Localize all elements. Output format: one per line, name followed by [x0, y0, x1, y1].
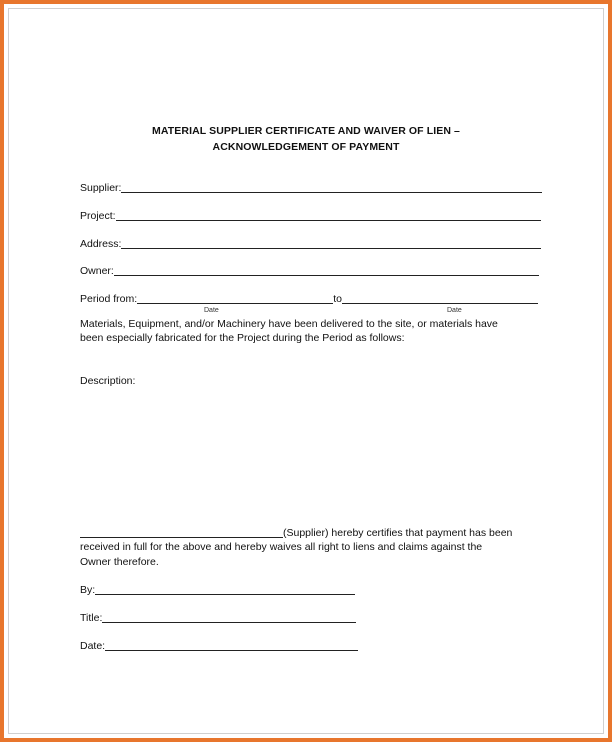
period-to-line[interactable] — [342, 292, 538, 304]
by-field[interactable] — [80, 583, 355, 596]
date-field[interactable] — [80, 639, 358, 652]
owner-line[interactable] — [114, 264, 539, 276]
title-label: Title: — [80, 612, 103, 624]
project-field[interactable] — [80, 209, 541, 222]
document-page — [8, 8, 604, 734]
title-line[interactable] — [102, 611, 356, 623]
period-to-label: to — [333, 293, 342, 305]
date-label: Date: — [80, 640, 106, 652]
by-line[interactable] — [95, 583, 355, 595]
materials-line-1: Materials, Equipment, and/or Machinery have been delivered to the site, or materials have — [80, 318, 498, 330]
owner-label: Owner: — [80, 265, 114, 277]
document-subtitle: ACKNOWLEDGEMENT OF PAYMENT — [212, 141, 400, 153]
supplier-label: Supplier: — [80, 182, 122, 194]
project-line[interactable] — [116, 209, 541, 221]
period-from-line[interactable] — [137, 292, 333, 304]
certify-line-2: received in full for the above and hereby waives all right to liens and claims against the — [80, 541, 483, 553]
date-line[interactable] — [105, 639, 358, 651]
document-title: MATERIAL SUPPLIER CERTIFICATE AND WAIVER OF LIEN – — [152, 125, 460, 137]
certify-field[interactable] — [80, 526, 512, 539]
certify-line-1: (Supplier) hereby certifies that payment has been — [283, 527, 513, 539]
supplier-line[interactable] — [121, 181, 542, 193]
address-label: Address: — [80, 238, 122, 250]
owner-field[interactable] — [80, 264, 539, 277]
period-field[interactable] — [80, 292, 538, 305]
certify-line-3: Owner therefore. — [80, 556, 159, 568]
supplier-signature-line[interactable] — [80, 526, 283, 538]
project-label: Project: — [80, 210, 116, 222]
supplier-field[interactable] — [80, 181, 542, 194]
address-line[interactable] — [121, 237, 541, 249]
title-field[interactable] — [80, 611, 356, 624]
address-field[interactable] — [80, 237, 541, 250]
period-from-label: Period from: — [80, 293, 138, 305]
description-label: Description: — [80, 375, 136, 387]
date-caption-from: Date — [204, 307, 219, 314]
by-label: By: — [80, 584, 96, 596]
date-caption-to: Date — [447, 307, 462, 314]
materials-line-2: been especially fabricated for the Project during the Period as follows: — [80, 332, 405, 344]
